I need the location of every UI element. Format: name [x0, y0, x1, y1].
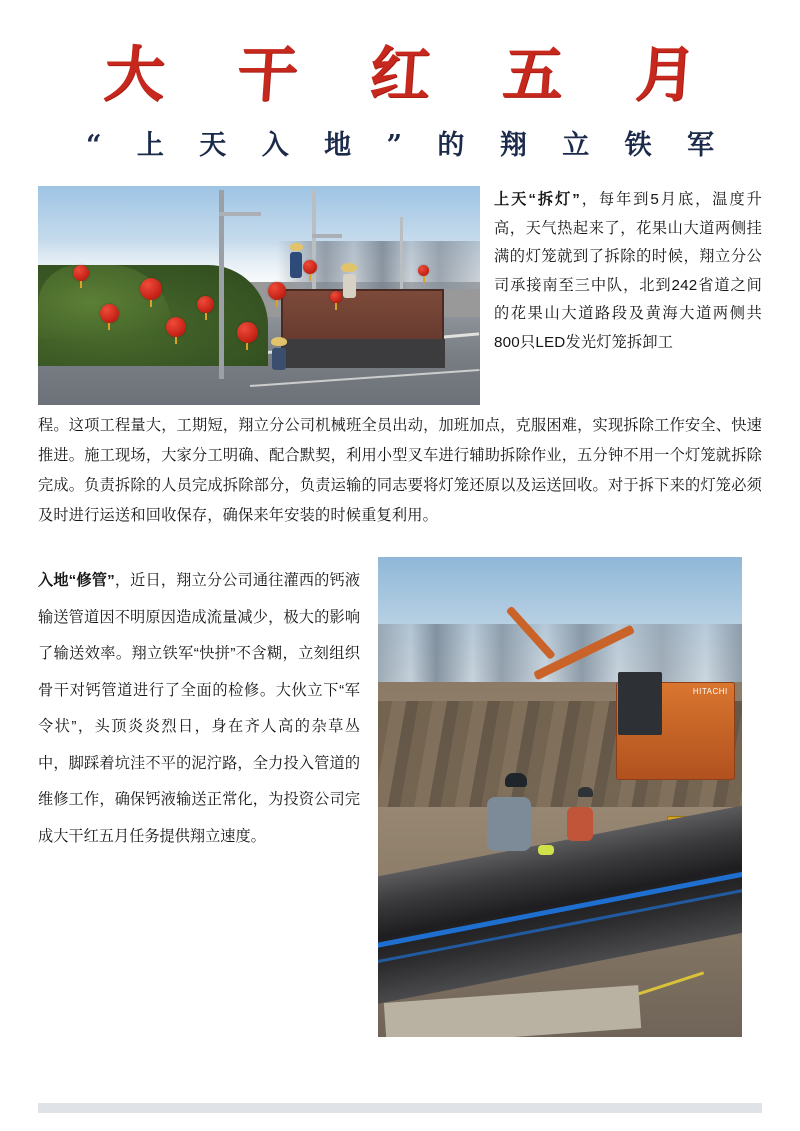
- section-one-text: [494, 186, 762, 358]
- section-one-lead-rest: ，每年到5月底，温度升高，天气热起来了，花果山大道两侧挂满的灯笼就到了拆除的时候，翔立分公司承接南至三中队，北到242省道之间的花果山大道路段及黄海大道两侧共800只LED发光灯笼拆卸工: [494, 191, 762, 351]
- photo-lantern-removal: [38, 186, 480, 405]
- photo1-worker: [290, 252, 302, 278]
- section-two: [38, 557, 762, 1037]
- photo-pipeline-repair: [378, 557, 742, 1037]
- photo2-worker-main-cap: [505, 773, 527, 787]
- photo1-worker-hat: [341, 263, 357, 272]
- page-title: 大 干 红 五 月: [101, 40, 725, 110]
- photo2-worker-second-cap: [578, 787, 593, 797]
- photo2-work-glove: [538, 845, 554, 855]
- section-one-continued: 程。这项工程量大，工期短，翔立分公司机械班全员出动，加班加点，克服困难，实现拆除工作安全、快速推进。施工现场，大家分工明确、配合默契，利用小型叉车进行辅助拆除作业，五分钟不用一个灯笼就拆除完成。负责拆除的人员完成拆除部分，负责运输的同志要将灯笼还原以及运送回收。对于拆下来的灯笼必须及时进行运送和回收保存，确保来年安装的时候重复利用。: [38, 417, 762, 524]
- photo2-worker-second: [567, 807, 593, 841]
- photo1-worker-hat: [271, 337, 287, 346]
- header-block: [38, 0, 762, 162]
- photo2-excavator-cab: [618, 672, 662, 734]
- photo1-worker: [272, 348, 286, 370]
- photo2-pipe-blue-stripe: [378, 863, 742, 954]
- photo1-worker: [343, 274, 356, 298]
- section-two-lead-rest: ，近日，翔立分公司通往灌西的钙液输送管道因不明原因造成流量减少，极大的影响了输送效率。翔立铁军“快拼”不含糊，立刻组织骨干对钙管道进行了全面的检修。大伙立下“军令状”，头顶炎炎烈日，身在齐人高的杂草丛中，脚踩着坑洼不平的泥泞路，全力投入管道的维修工作，确保钙液输送正常化，为投资公司完成大干红五月任务提供翔立速度。: [38, 572, 361, 845]
- photo1-lantern: [237, 322, 258, 343]
- excavator-brand-label: HITACHI: [692, 686, 728, 696]
- photo1-pole-arm-1: [219, 212, 261, 216]
- section-two-lead-bold: 入地“修管”: [38, 572, 115, 589]
- section-one-lead-bold: 上天“拆灯”: [494, 191, 580, 208]
- photo1-light-pole-1: [219, 190, 224, 378]
- photo1-lantern: [140, 278, 162, 300]
- photo1-lantern: [330, 291, 342, 303]
- photo1-pole-arm-2: [312, 234, 342, 238]
- section-two-text: [38, 557, 360, 855]
- footer-bar: [38, 1103, 762, 1113]
- photo2-city-skyline: [378, 624, 742, 682]
- section-one: [38, 186, 762, 405]
- photo1-worker-helmet: [290, 243, 303, 251]
- page-subtitle: “ 上 天 入 地 ” 的 翔 立 铁 军: [85, 130, 728, 161]
- photo1-lantern: [100, 304, 119, 323]
- photo1-truck-bed: [281, 339, 445, 367]
- photo1-lantern: [418, 265, 429, 276]
- photo1-lantern: [197, 296, 214, 313]
- photo2-worker-main: [487, 797, 531, 851]
